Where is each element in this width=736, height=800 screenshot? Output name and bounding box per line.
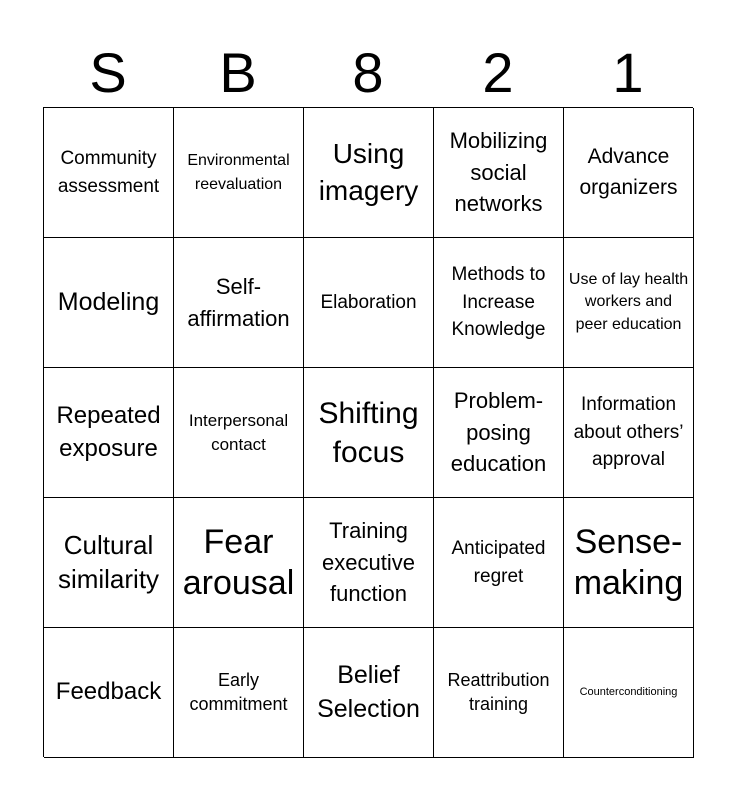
cell-text: Training executive function — [322, 517, 415, 607]
cell-text: Cultural similarity — [57, 529, 160, 594]
header-letter-2: B — [219, 41, 257, 104]
cell-text: Anticipated regret — [451, 537, 546, 587]
bingo-cell[interactable] — [434, 108, 564, 238]
header-letter-5: 1 — [612, 41, 644, 104]
bingo-cell[interactable] — [304, 628, 434, 758]
cell-text: Fear arousal — [182, 522, 295, 602]
cell-text: Counterconditioning — [579, 685, 678, 698]
cell-text: Repeated exposure — [56, 402, 161, 462]
bingo-cell[interactable] — [564, 238, 694, 368]
bingo-cell[interactable] — [564, 628, 694, 758]
bingo-cell[interactable] — [564, 368, 694, 498]
bingo-cell[interactable] — [174, 238, 304, 368]
bingo-cell[interactable] — [304, 498, 434, 628]
header-letter-1: S — [89, 41, 127, 104]
cell-text: Methods to Increase Knowledge — [451, 264, 546, 341]
bingo-cell[interactable] — [44, 498, 174, 628]
bingo-cell[interactable] — [44, 628, 174, 758]
cell-text: Early commitment — [189, 670, 288, 714]
bingo-cell[interactable] — [44, 238, 174, 368]
cell-text: Feedback — [55, 678, 162, 706]
bingo-cell[interactable] — [174, 368, 304, 498]
cell-text: Reattribution training — [447, 670, 550, 714]
bingo-cell[interactable] — [434, 368, 564, 498]
header-letter-4: 2 — [482, 41, 514, 104]
cell-text: Community assessment — [57, 147, 160, 197]
bingo-card-grid — [43, 107, 693, 757]
cell-text: Interpersonal contact — [188, 411, 289, 454]
cell-text: Sense-making — [573, 522, 684, 602]
cell-text: Modeling — [57, 287, 160, 316]
bingo-cell[interactable] — [44, 368, 174, 498]
bingo-cell[interactable] — [434, 498, 564, 628]
cell-text: Use of lay health workers and peer education — [568, 270, 689, 333]
cell-text: Information about others’ approval — [573, 394, 684, 471]
bingo-cell[interactable] — [564, 108, 694, 238]
bingo-cell[interactable] — [304, 238, 434, 368]
cell-text: Problem-posing education — [450, 387, 547, 477]
bingo-cell[interactable] — [174, 108, 304, 238]
cell-text: Elaboration — [320, 291, 417, 313]
bingo-cell[interactable] — [304, 108, 434, 238]
cell-text: Belief Selection — [317, 660, 420, 723]
header-letter-3: 8 — [352, 41, 384, 104]
cell-text: Using imagery — [318, 138, 419, 206]
bingo-cell[interactable] — [174, 498, 304, 628]
cell-text: Environmental reevaluation — [187, 152, 290, 193]
cell-text: Self-affirmation — [187, 273, 290, 331]
cell-text: Shifting focus — [318, 396, 419, 469]
cell-text: Advance organizers — [579, 145, 678, 199]
bingo-cell[interactable] — [174, 628, 304, 758]
bingo-cell[interactable] — [564, 498, 694, 628]
cell-text: Mobilizing social networks — [449, 127, 548, 217]
bingo-cell[interactable] — [44, 108, 174, 238]
bingo-cell[interactable] — [304, 368, 434, 498]
bingo-cell[interactable] — [434, 238, 564, 368]
bingo-cell[interactable] — [434, 628, 564, 758]
bingo-header — [43, 38, 693, 108]
